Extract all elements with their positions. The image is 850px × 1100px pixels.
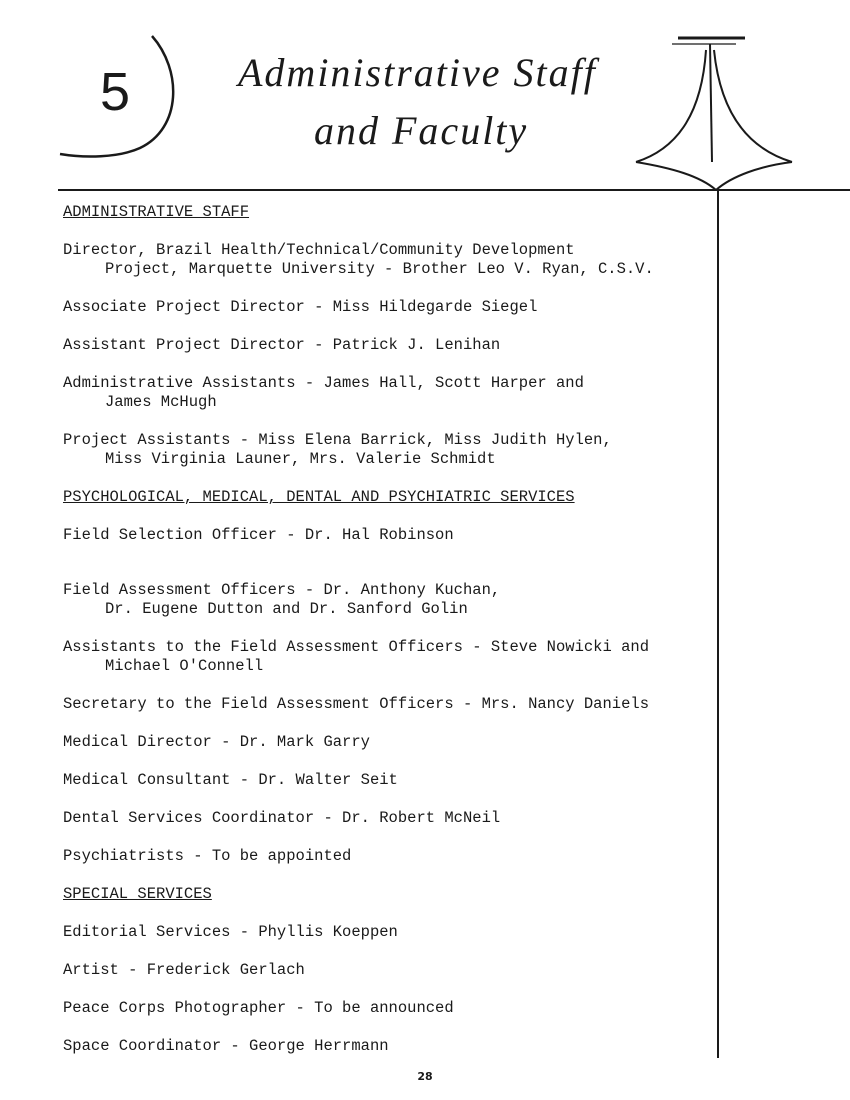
entry-continuation: Dr. Eugene Dutton and Dr. Sanford Golin (105, 600, 468, 618)
ornament-right-wing (714, 50, 792, 162)
entry-line: Director, Brazil Health/Technical/Community Development (63, 241, 575, 259)
entry-continuation: Project, Marquette University - Brother Leo V. Ryan, C.S.V. (105, 260, 654, 278)
entry-line: Psychiatrists - To be appointed (63, 847, 352, 865)
entry-line: Space Coordinator - George Herrmann (63, 1037, 389, 1055)
entry-line: Dental Services Coordinator - Dr. Robert McNeil (63, 809, 501, 827)
entry-line: Secretary to the Field Assessment Officers - Mrs. Nancy Daniels (63, 695, 649, 713)
entry-line: Administrative Assistants - James Hall, Scott Harper and (63, 374, 584, 392)
entry-continuation: Michael O'Connell (105, 657, 264, 675)
ornament-left-base (636, 162, 716, 190)
entry-line: Field Assessment Officers - Dr. Anthony Kuchan, (63, 581, 501, 599)
ornament-right-base (716, 162, 792, 190)
page-number: 28 (417, 1070, 433, 1083)
section-heading: ADMINISTRATIVE STAFF (63, 203, 250, 221)
ornament-stem (710, 44, 712, 162)
entry-continuation: Miss Virginia Launer, Mrs. Valerie Schmidt (105, 450, 496, 468)
entry-line: Medical Director - Dr. Mark Garry (63, 733, 370, 751)
page-title-line1: Administrative Staff (238, 50, 597, 95)
ornament-left-wing (636, 50, 706, 162)
page-title-line2: and Faculty (314, 108, 529, 153)
entry-line: Associate Project Director - Miss Hildegarde Siegel (63, 298, 538, 316)
section-heading: SPECIAL SERVICES (63, 885, 212, 903)
staff-listing (63, 203, 715, 1056)
entry-line: Medical Consultant - Dr. Walter Seit (63, 771, 398, 789)
entry-line: Artist - Frederick Gerlach (63, 961, 305, 979)
entry-line: Peace Corps Photographer - To be announced (63, 999, 454, 1017)
section-heading: PSYCHOLOGICAL, MEDICAL, DENTAL AND PSYCHIATRIC SERVICES (63, 488, 575, 506)
entry-line: Assistants to the Field Assessment Officers - Steve Nowicki and (63, 638, 649, 656)
header-rule (58, 189, 850, 191)
entry-line: Field Selection Officer - Dr. Hal Robinson (63, 526, 454, 544)
entry-line: Project Assistants - Miss Elena Barrick, Miss Judith Hylen, (63, 431, 612, 449)
entry-line: Assistant Project Director - Patrick J. Lenihan (63, 336, 501, 354)
margin-rule (717, 190, 719, 1058)
entry-line: Editorial Services - Phyllis Koeppen (63, 923, 398, 941)
entry-continuation: James McHugh (105, 393, 217, 411)
chapter-number: 5 (100, 62, 131, 122)
